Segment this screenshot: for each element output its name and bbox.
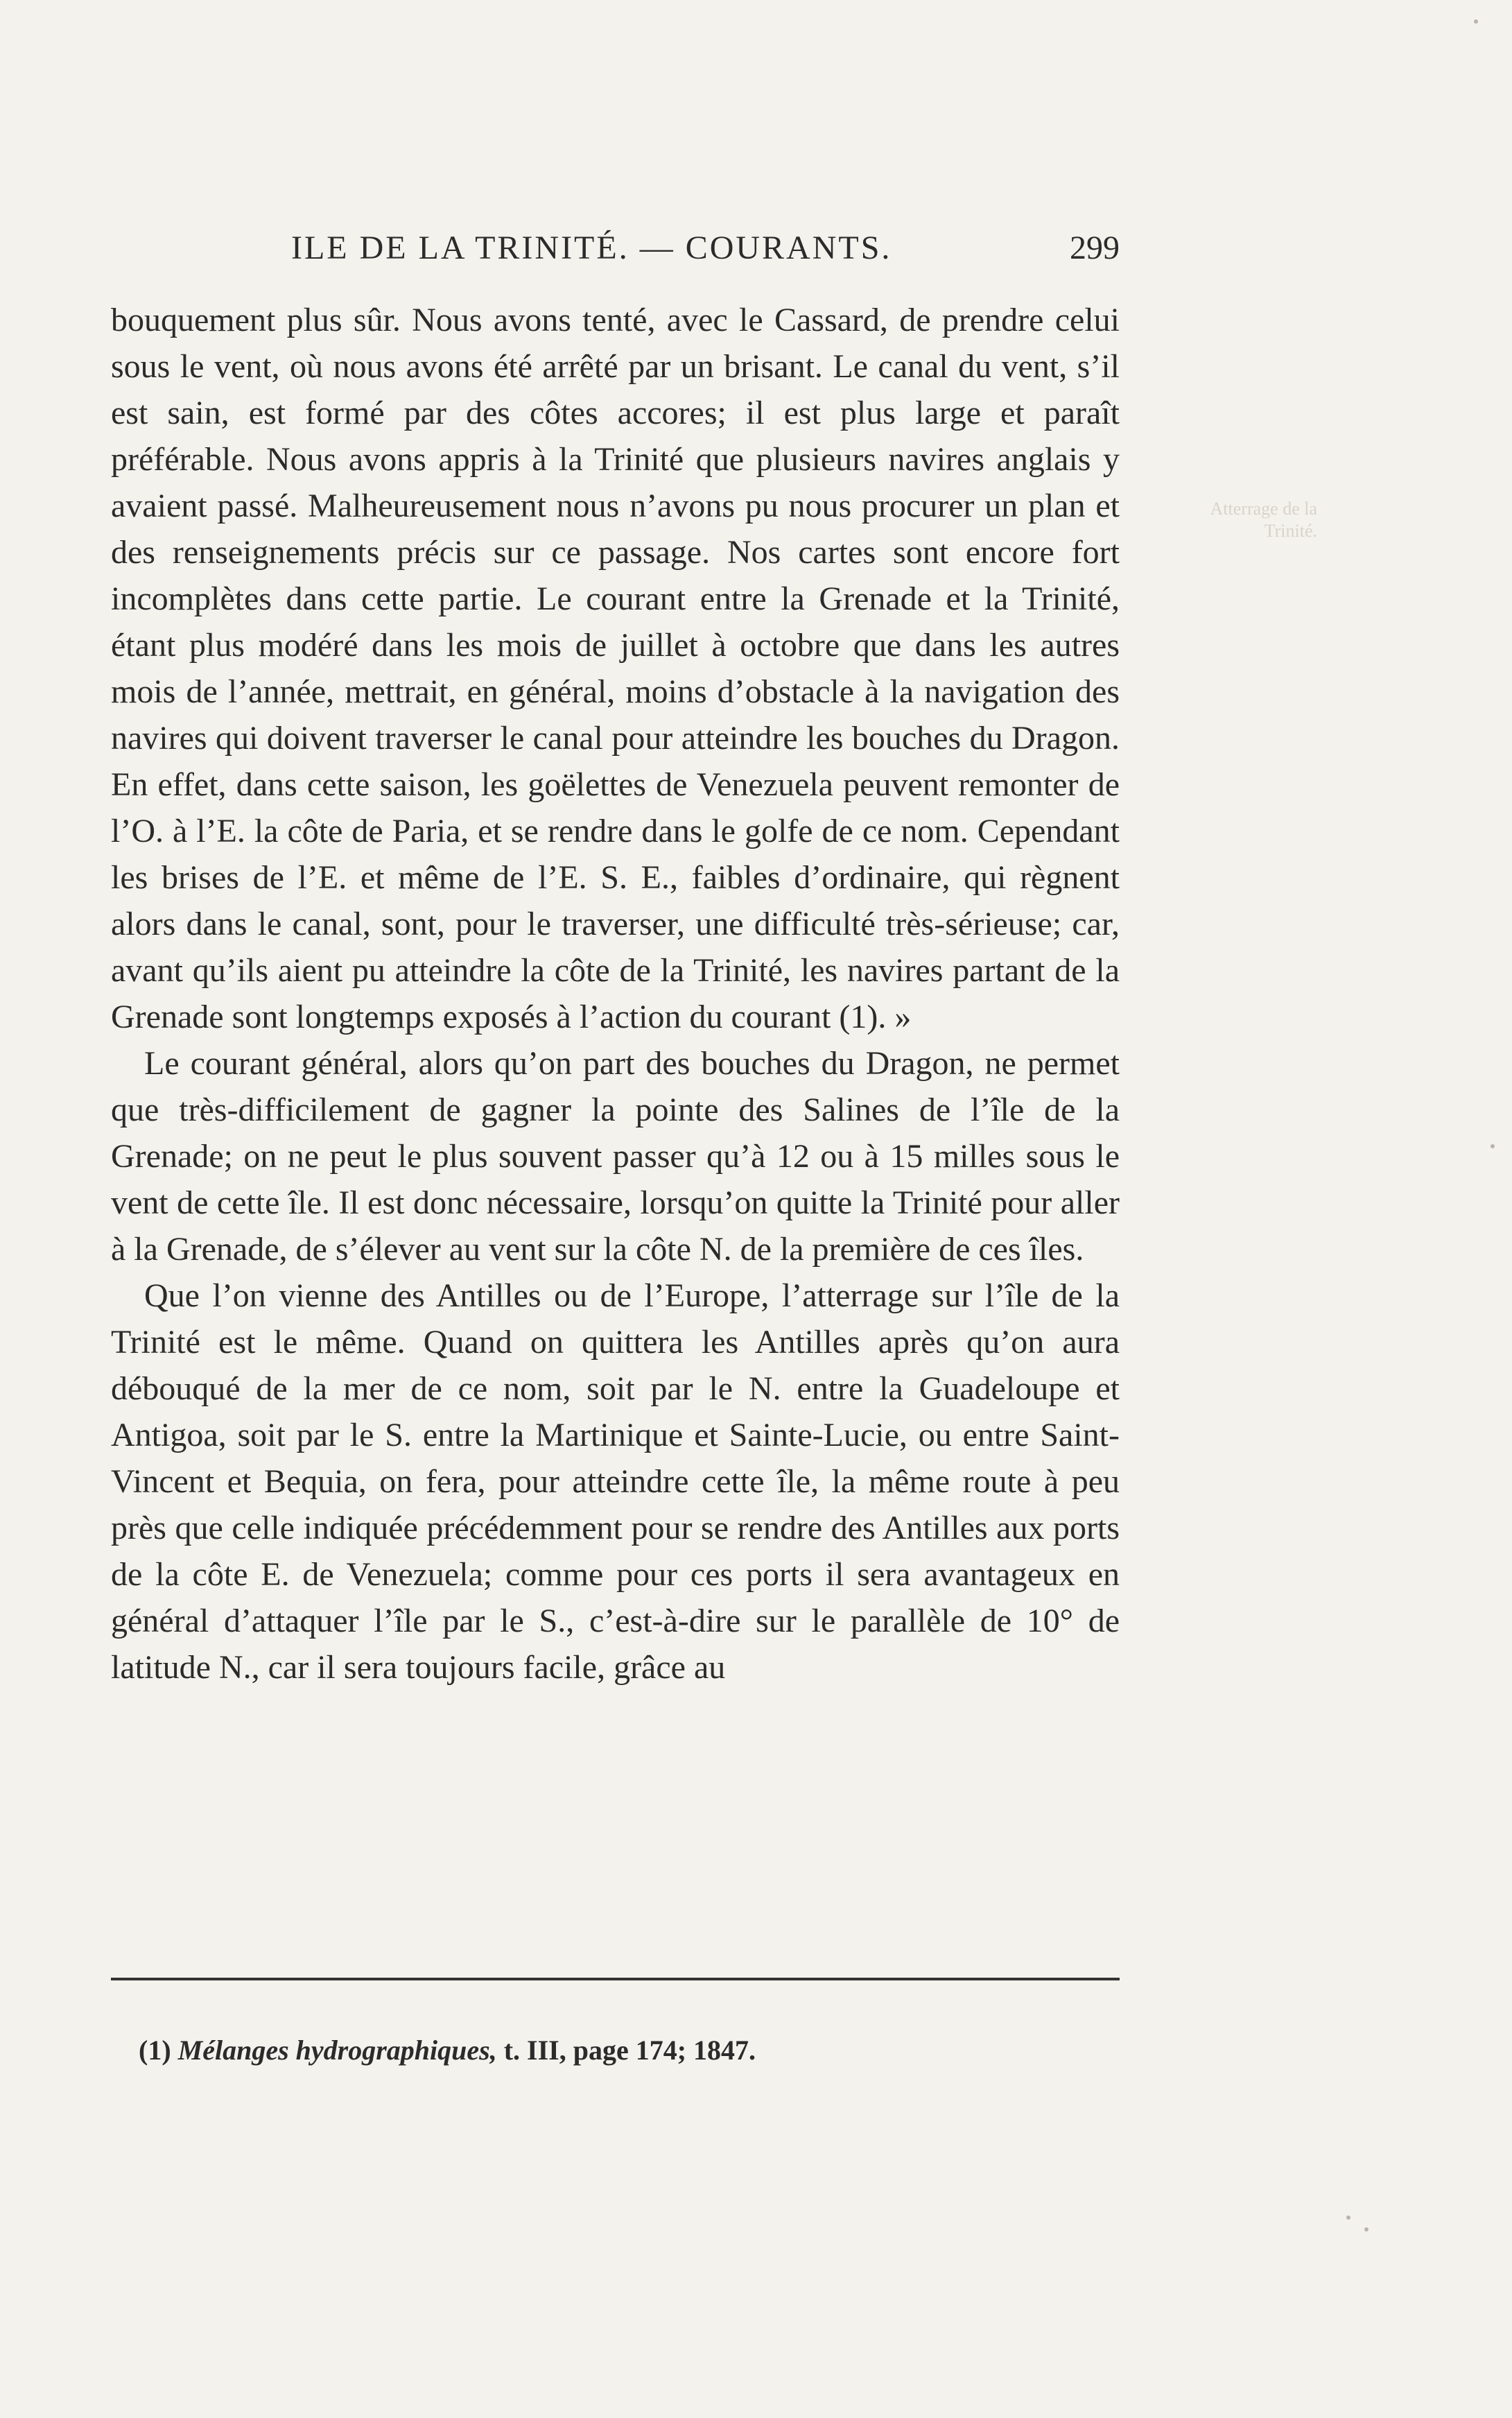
paragraph-2: Le courant général, alors qu’on part des bouches du Dragon, ne permet que très-difficilement de gagner la pointe des Salines de l’île de la Grenade; on ne peut le plus souvent passer qu’à 12 ou à 15 milles sous le vent de cette île. Il est donc nécessaire, lorsqu’on quitte la Trinité pour aller à la Grenade, de s’élever au vent sur la côte N. de la première de ces îles. bbox=[111, 1045, 1120, 1268]
page-number: 299 bbox=[1070, 230, 1120, 266]
paragraph-3: Que l’on vienne des Antilles ou de l’Europe, l’atterrage sur l’île de la Trinité est le même. Quand on quittera les Antilles après qu’on aura débouqué de la mer de ce nom, soit par le N. entre la Guadeloupe et Antigoa, soit par le S. entre la Martinique et Sainte-Lucie, ou entre Saint-Vincent et Bequia, on fera, pour atteindre cette île, la même route à peu près que celle indiquée précédemment pour se rendre des Antilles aux ports de la côte E. de Venezuela; comme pour ces ports il sera avantageux en général d’attaquer l’île par le S., c’est-à-dire sur le parallèle de 10° de latitude N., car il sera toujours facile, grâce au bbox=[111, 1277, 1120, 1686]
paper-speck bbox=[1364, 2227, 1368, 2231]
paper-speck bbox=[1346, 2216, 1350, 2220]
footnote bbox=[139, 2034, 756, 2066]
footnote-rest: t. III, page 174; 1847. bbox=[503, 2035, 756, 2066]
running-title: ILE DE LA TRINITÉ. — COURANTS. bbox=[291, 230, 892, 266]
footnote-title: Mélanges hydrographiques, bbox=[177, 2035, 497, 2066]
paper-speck bbox=[1491, 1144, 1495, 1148]
body-text bbox=[111, 297, 1120, 1691]
page-header bbox=[111, 229, 1120, 277]
footnote-rule bbox=[111, 1978, 1120, 1980]
paragraph-1: bouquement plus sûr. Nous avons tenté, avec le Cassard, de prendre celui sous le vent, où nous avons été arrêté par un brisant. Le canal du vent, s’il est sain, est formé par des côtes accores; il est plus large et paraît préférable. Nous avons appris à la Trinité que plusieurs navires anglais y avaient passé. Malheureusement nous n’avons pu nous procurer un plan et des renseignements précis sur ce passage. Nos cartes sont encore fort incomplètes dans cette partie. Le courant entre la Grenade et la Trinité, étant plus modéré dans les mois de juillet à octobre que dans les autres mois de l’année, mettrait, en général, moins d’obstacle à la navigation des navires qui doivent traverser le canal pour atteindre les bouches du Dragon. En effet, dans cette saison, les goëlettes de Venezuela peuvent remonter de l’O. à l’E. la côte de Paria, et se rendre dans le golfe de ce nom. Cependant les brises de l’E. et même de l’E. S. E., faibles d’ordinaire, qui règnent alors dans le canal, sont, pour le traverser, une difficulté très-sérieuse; car, avant qu’ils aient pu atteindre la côte de la Trinité, les navires partant de la Grenade sont longtemps exposés à l’action du courant (1). » bbox=[111, 302, 1120, 1035]
paper-speck bbox=[1474, 19, 1478, 24]
footnote-marker: (1) bbox=[139, 2035, 171, 2066]
margin-note: Atterrage de la Trinité. bbox=[1210, 499, 1317, 541]
